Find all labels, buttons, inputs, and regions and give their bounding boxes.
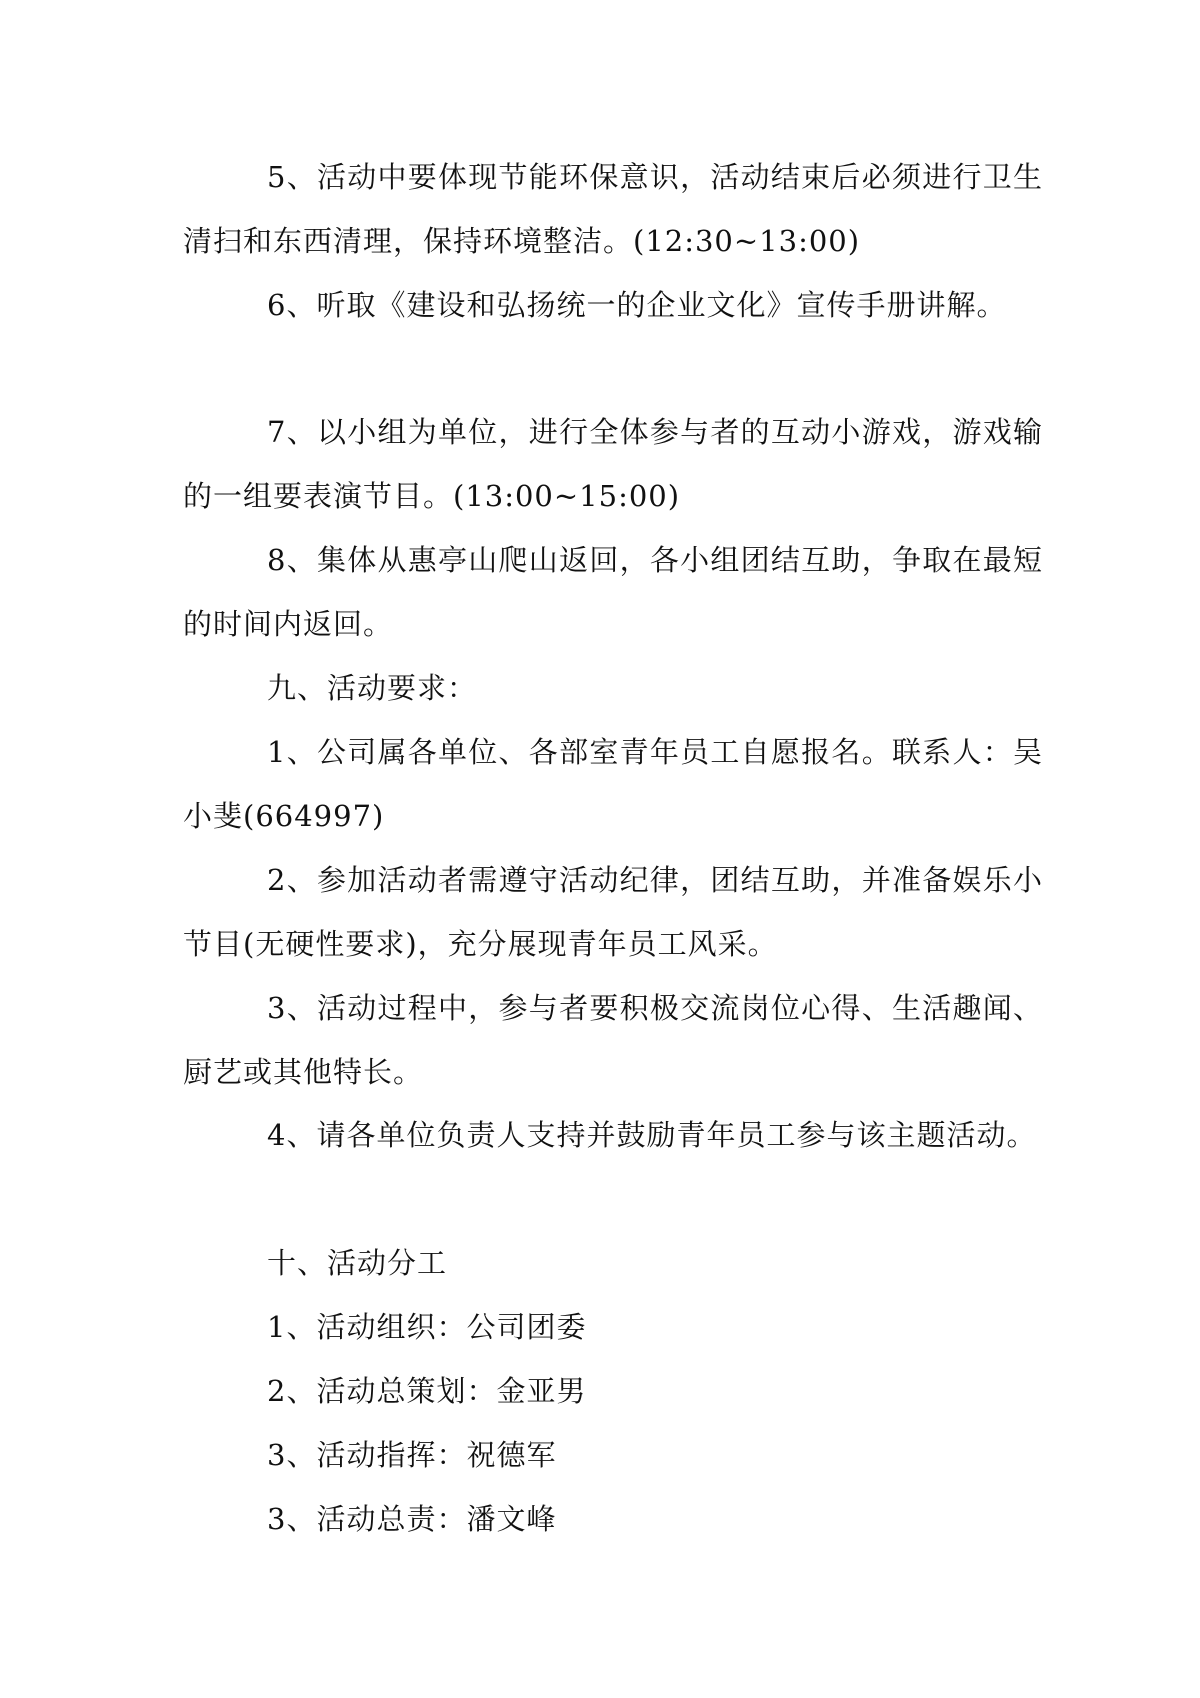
paragraph-item-6-handbook: 6、听取《建设和弘扬统一的企业文化》宣传手册讲解。 xyxy=(267,288,1007,322)
paragraph-item-5-hygiene: 5、活动中要体现节能环保意识，活动结束后必须进行卫生清扫和东西清理，保持环境整洁。(12:30~13:00) xyxy=(183,160,1043,258)
paragraph-req-1-signup: 1、公司属各单位、各部室青年员工自愿报名。联系人：吴小斐(664997) xyxy=(183,735,1043,833)
paragraph-req-4-support: 4、请各单位负责人支持并鼓励青年员工参与该主题活动。 xyxy=(267,1118,1037,1152)
paragraph-div-3-chief: 3、活动总责：潘文峰 xyxy=(267,1502,557,1536)
paragraph-item-8-return: 8、集体从惠亭山爬山返回，各小组团结互助，争取在最短的时间内返回。 xyxy=(183,543,1043,641)
paragraph-div-2-planner: 2、活动总策划：金亚男 xyxy=(267,1374,587,1408)
paragraph-req-3-exchange: 3、活动过程中，参与者要积极交流岗位心得、生活趣闻、厨艺或其他特长。 xyxy=(183,991,1043,1089)
paragraph-div-1-organizer: 1、活动组织：公司团委 xyxy=(267,1310,587,1344)
section-heading-requirements: 九、活动要求： xyxy=(267,671,478,705)
section-heading-division: 十、活动分工 xyxy=(267,1246,448,1280)
paragraph-item-7-games: 7、以小组为单位，进行全体参与者的互动小游戏，游戏输的一组要表演节目。(13:00~15:00) xyxy=(183,415,1043,513)
paragraph-req-2-discipline: 2、参加活动者需遵守活动纪律，团结互助，并准备娱乐小节目(无硬性要求)，充分展现青年员工风采。 xyxy=(183,863,1043,961)
paragraph-div-3-commander: 3、活动指挥：祝德军 xyxy=(267,1438,557,1472)
